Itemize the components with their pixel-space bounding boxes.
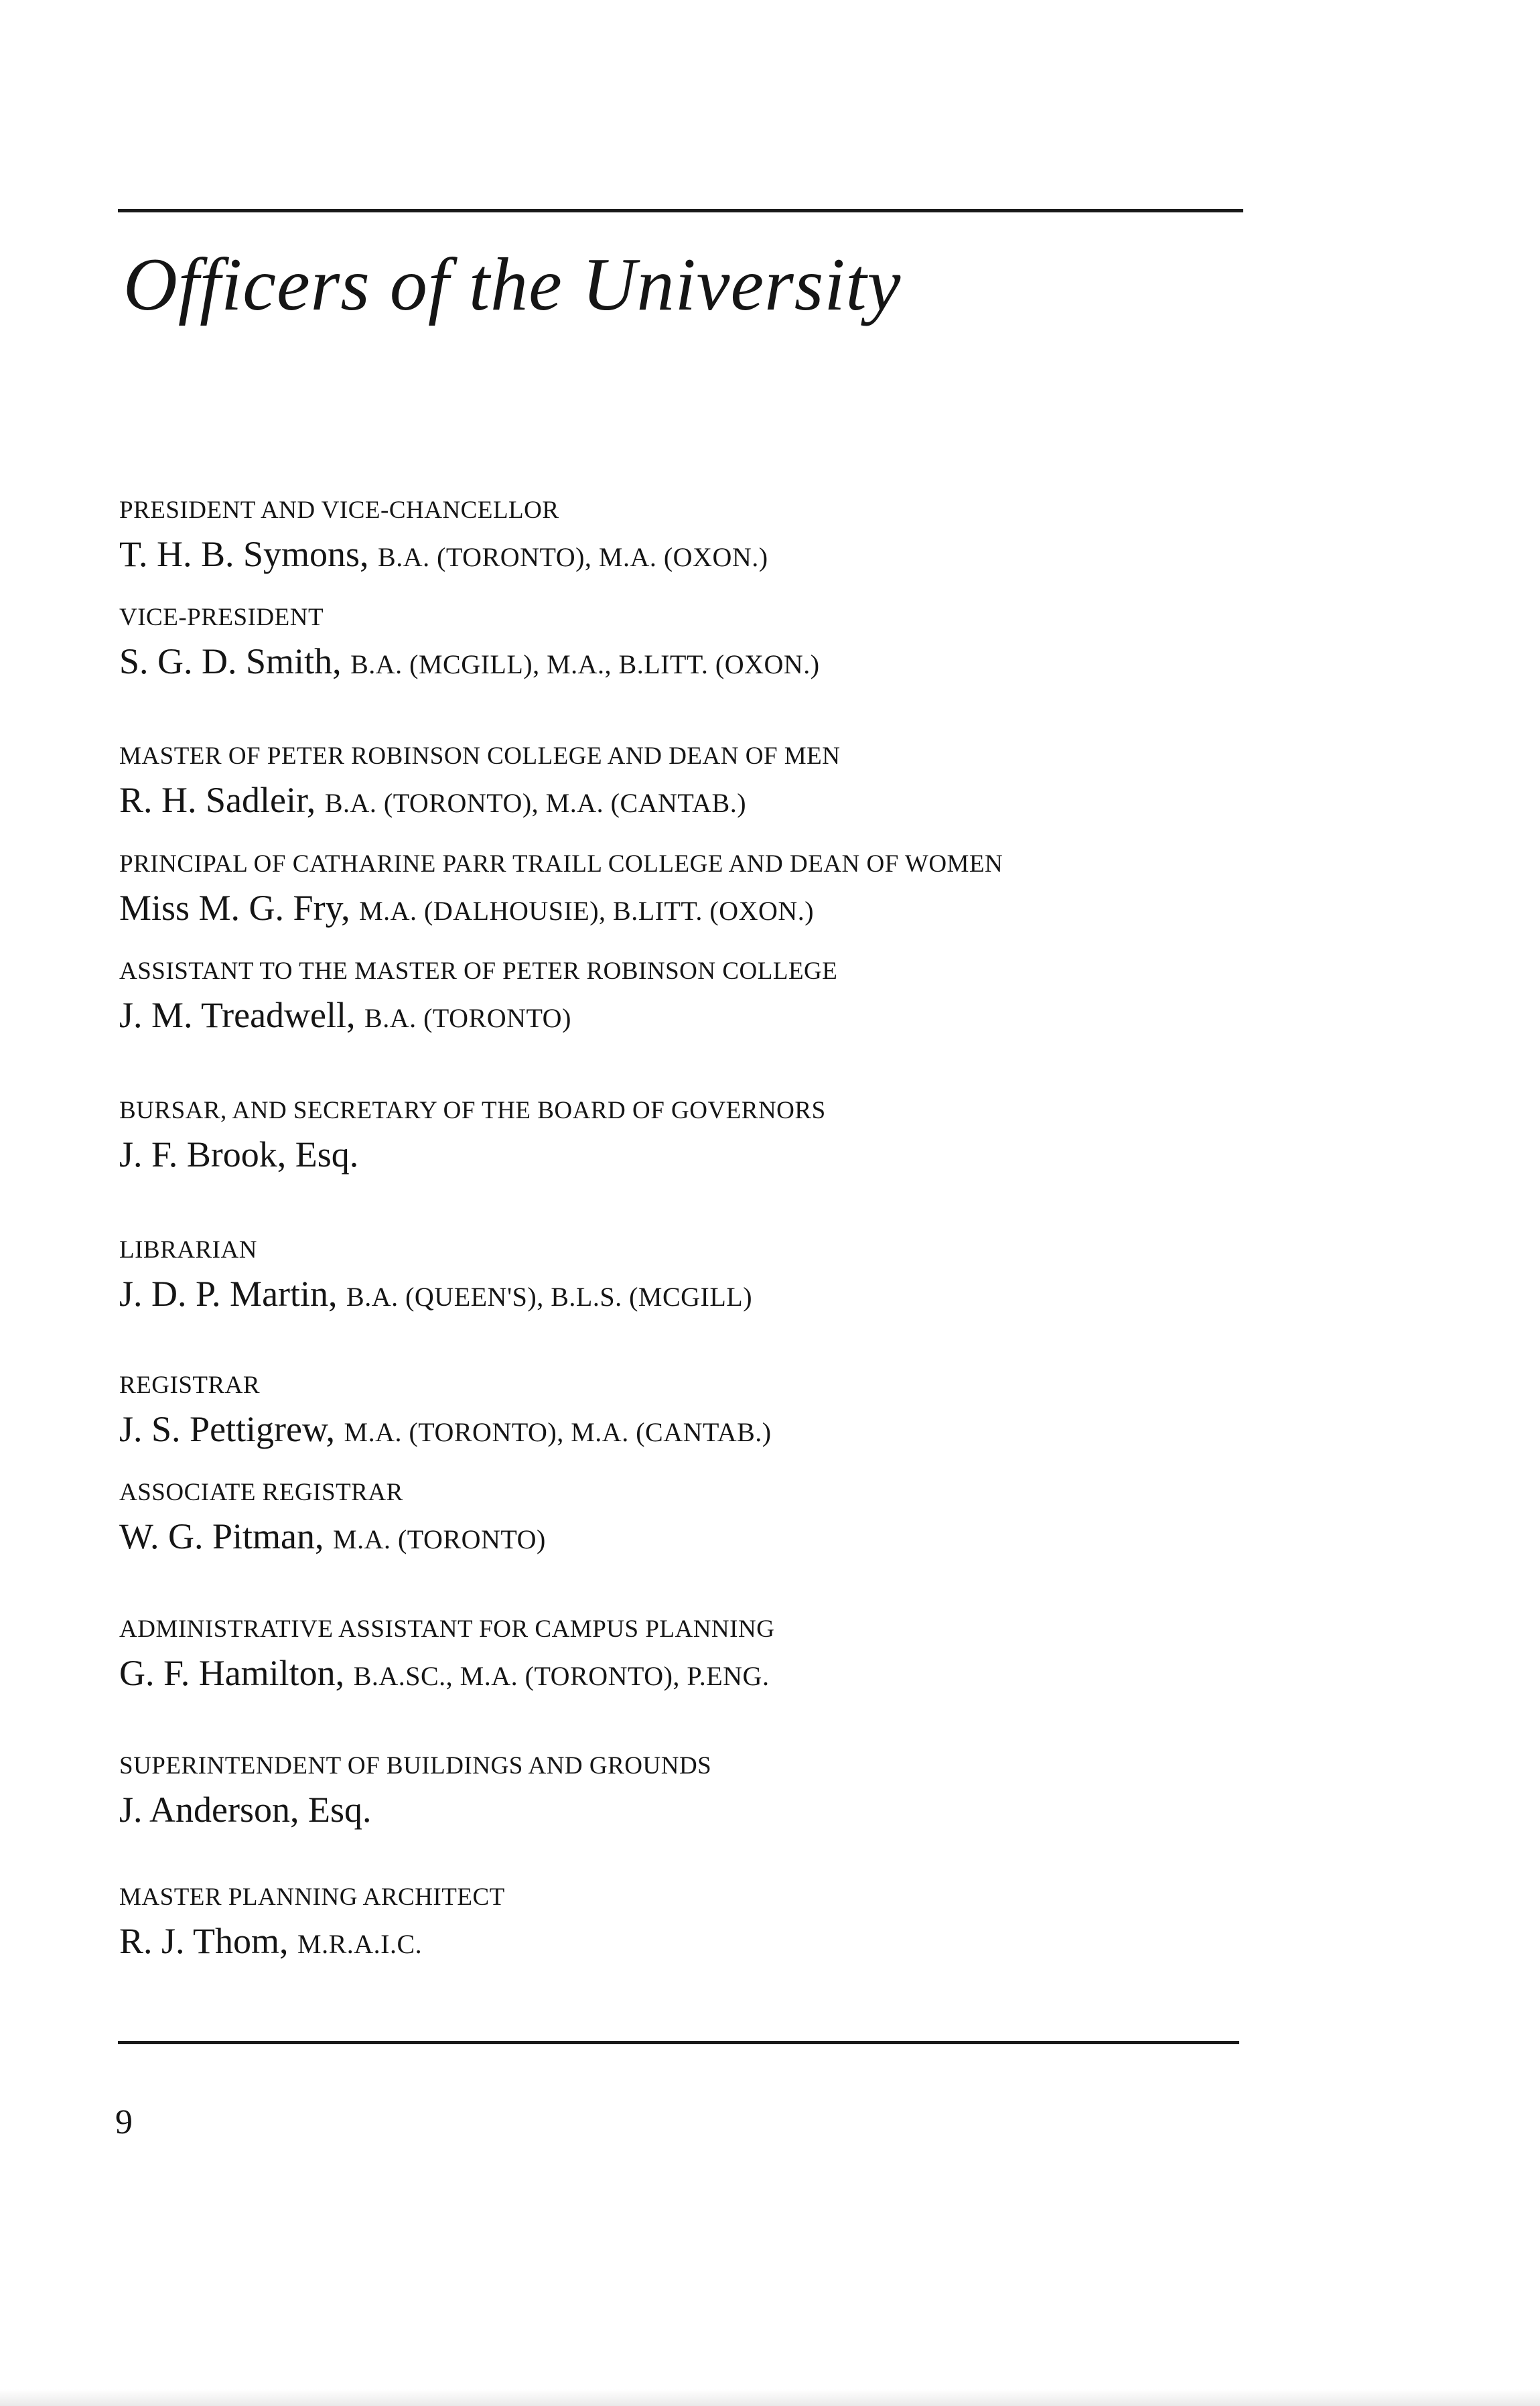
officer-name: Miss M. G. Fry,: [119, 888, 350, 928]
officer-role: PRESIDENT AND VICE-CHANCELLOR: [119, 496, 559, 524]
officer-name: G. F. Hamilton,: [119, 1653, 345, 1693]
officer-role: VICE-PRESIDENT: [119, 604, 324, 631]
officer-role: ASSOCIATE REGISTRAR: [119, 1479, 403, 1506]
officer-degrees: B.A.SC., M.A. (TORONTO), P.ENG.: [353, 1661, 770, 1691]
officer-role: MASTER OF PETER ROBINSON COLLEGE AND DEAN OF MEN: [119, 742, 841, 770]
officer-entry-registrar: [119, 1371, 772, 1453]
page-title: Officers of the University: [123, 243, 902, 326]
page-number: 9: [115, 2103, 133, 2141]
officer-line: [119, 1516, 546, 1560]
officer-name: W. G. Pitman,: [119, 1516, 324, 1556]
officer-role: SUPERINTENDENT OF BUILDINGS AND GROUNDS: [119, 1752, 712, 1780]
bottom-rule: [118, 2041, 1239, 2044]
officer-line: [119, 1273, 752, 1318]
officer-name: J. F. Brook, Esq.: [119, 1134, 359, 1175]
officer-degrees: M.R.A.I.C.: [297, 1929, 423, 1959]
officer-line: [119, 1408, 772, 1453]
officer-role: LIBRARIAN: [119, 1236, 257, 1264]
officer-line: [119, 1652, 774, 1697]
officer-role: MASTER PLANNING ARCHITECT: [119, 1883, 505, 1911]
officer-entry-master-peter-robinson: [119, 742, 841, 824]
officer-role: ASSISTANT TO THE MASTER OF PETER ROBINSON COLLEGE: [119, 957, 838, 985]
officer-name: J. Anderson, Esq.: [119, 1790, 372, 1830]
officer-entry-bursar: [119, 1096, 826, 1179]
officer-name: T. H. B. Symons,: [119, 534, 369, 574]
officer-entry-superintendent: [119, 1751, 711, 1834]
officer-line: [119, 1920, 505, 1965]
officer-entry-principal-catharine-parr-traill: [119, 850, 1003, 932]
officer-line: [119, 994, 837, 1039]
officer-degrees: M.A. (DALHOUSIE), B.LITT. (OXON.): [359, 896, 815, 926]
officer-line: [119, 641, 820, 685]
officer-name: J. D. P. Martin,: [119, 1274, 338, 1314]
officer-line: [119, 1789, 711, 1834]
officer-degrees: M.A. (TORONTO), M.A. (CANTAB.): [344, 1417, 772, 1447]
officer-line: [119, 533, 768, 578]
officer-entry-assistant-to-master: [119, 957, 837, 1039]
officer-role: ADMINISTRATIVE ASSISTANT FOR CAMPUS PLANNING: [119, 1615, 775, 1643]
officer-entry-master-planning-architect: [119, 1883, 505, 1965]
officer-line: [119, 779, 841, 824]
officer-line: [119, 887, 1003, 932]
officer-degrees: B.A. (MCGILL), M.A., B.LITT. (OXON.): [350, 649, 820, 679]
officer-name: R. J. Thom,: [119, 1921, 289, 1961]
officer-name: J. M. Treadwell,: [119, 995, 356, 1035]
officer-degrees: B.A. (TORONTO), M.A. (CANTAB.): [324, 788, 747, 818]
officer-name: J. S. Pettigrew,: [119, 1409, 335, 1449]
officer-name: R. H. Sadleir,: [119, 780, 316, 820]
officer-entry-president: [119, 496, 768, 578]
page-edge-shadow: [0, 2389, 1540, 2406]
officer-entry-librarian: [119, 1235, 752, 1318]
officer-role: BURSAR, AND SECRETARY OF THE BOARD OF GOVERNORS: [119, 1097, 826, 1124]
officer-line: [119, 1134, 826, 1179]
officer-degrees: B.A. (TORONTO): [364, 1003, 571, 1033]
officer-entry-associate-registrar: [119, 1478, 546, 1560]
officer-degrees: M.A. (TORONTO): [333, 1524, 546, 1554]
officer-degrees: B.A. (TORONTO), M.A. (OXON.): [378, 542, 768, 572]
officer-entry-campus-planning: [119, 1615, 774, 1697]
officer-degrees: B.A. (QUEEN'S), B.L.S. (MCGILL): [346, 1282, 753, 1312]
officer-role: REGISTRAR: [119, 1372, 261, 1399]
top-rule: [118, 209, 1243, 212]
officer-name: S. G. D. Smith,: [119, 641, 342, 681]
officer-entry-vice-president: [119, 603, 820, 685]
officer-role: PRINCIPAL OF CATHARINE PARR TRAILL COLLEGE AND DEAN OF WOMEN: [119, 850, 1003, 878]
